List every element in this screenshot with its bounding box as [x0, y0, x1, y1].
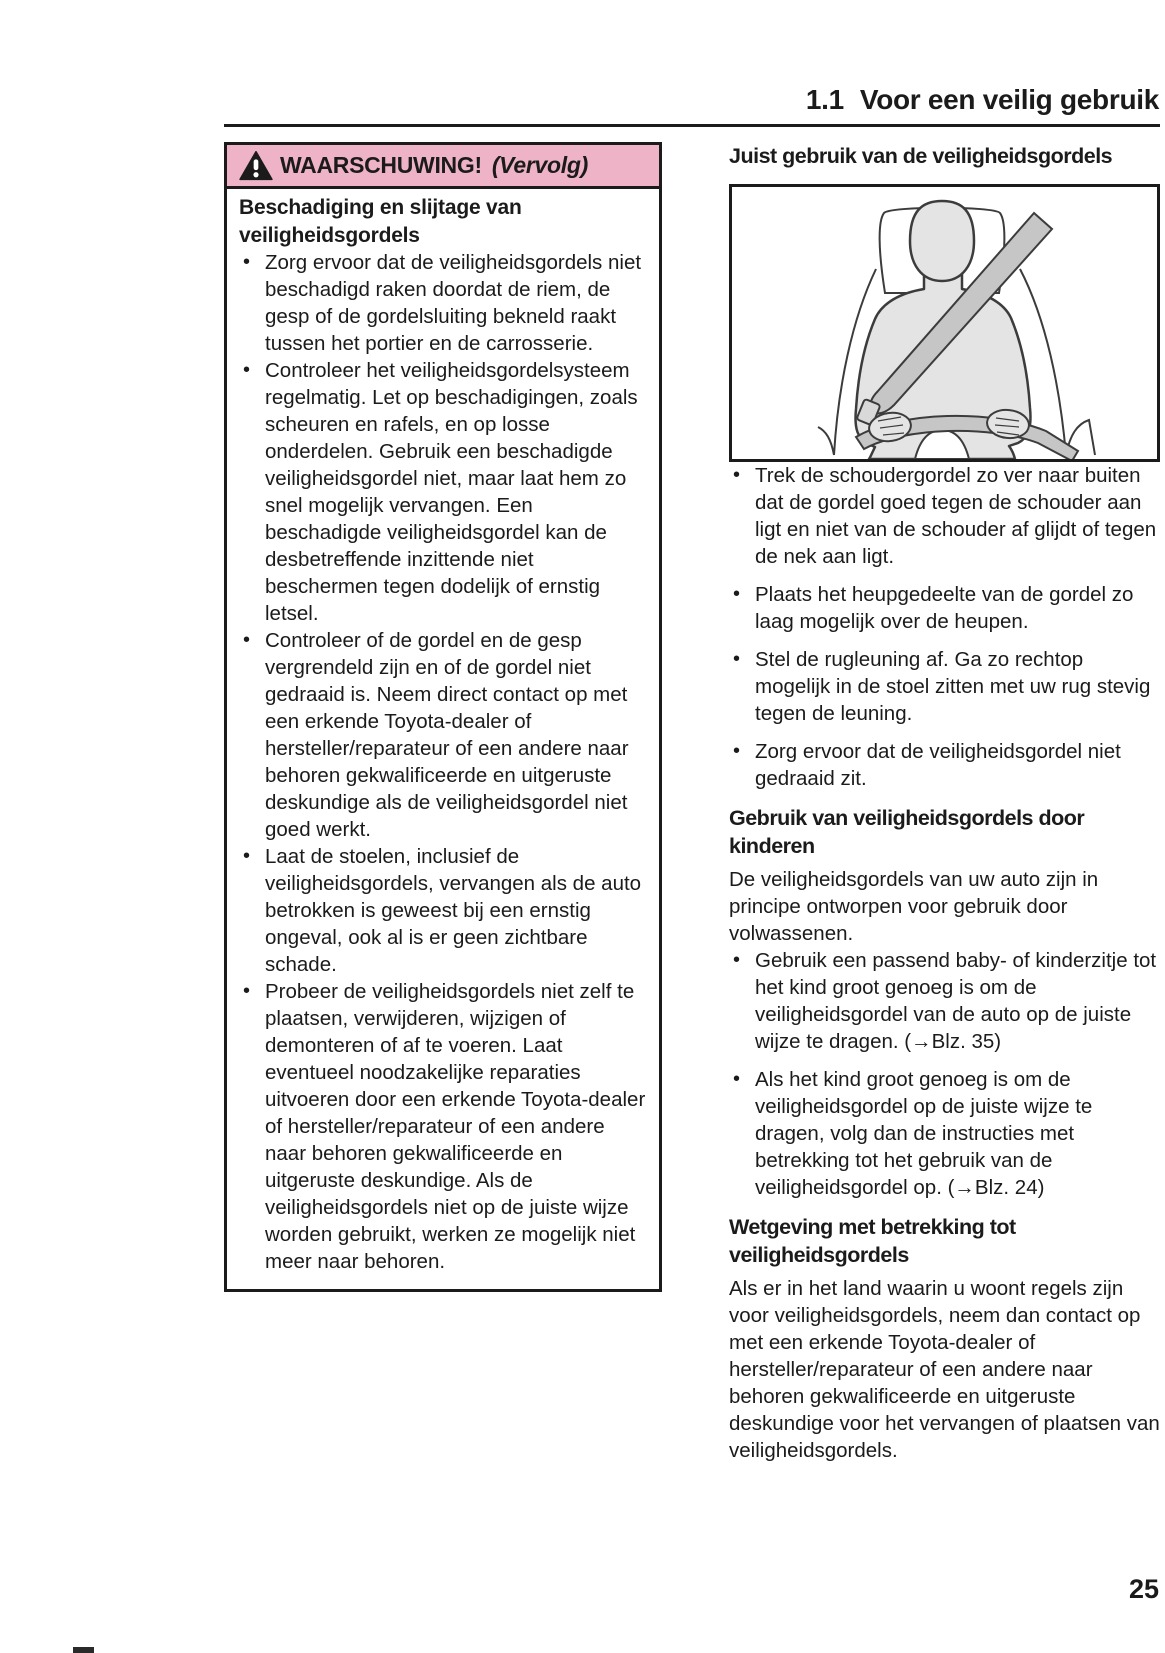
warning-bullet-item: • Zorg ervoor dat de veiligheidsgordels niet beschadigd raken doordat de riem, de gesp of de gordelsluiting bekneld raakt tussen het portier en de carrosserie.: [239, 249, 649, 357]
section-header: [806, 84, 1159, 116]
correct-use-bullet-item: • Plaats het heupgedeelte van de gordel zo laag mogelijk over de heupen.: [729, 581, 1160, 635]
right-column: [729, 142, 1160, 1464]
children-bullet-list: [729, 947, 1160, 1201]
correct-use-bullet-list: [729, 462, 1160, 792]
correct-use-bullet-item: • Zorg ervoor dat de veiligheidsgordel niet gedraaid zit.: [729, 738, 1160, 792]
warning-triangle-icon: [239, 151, 273, 181]
header-divider: [224, 124, 1160, 127]
warning-bullet-item: • Controleer of de gordel en de gesp vergrendeld zijn en of de gordel niet gedraaid is. Neem direct contact op met een erkende Toyota-dealer of hersteller/reparateur of een andere naar behoren gekwalificeerde en uitgeruste deskundige als de veiligheidsgordel niet goed werkt.: [239, 627, 649, 843]
seatbelt-illustration: [729, 184, 1160, 462]
heading-correct-use: Juist gebruik van de veiligheidsgordels: [729, 144, 1113, 168]
warning-bullet-list: [239, 249, 649, 1275]
warning-bullet-item: • Probeer de veiligheidsgordels niet zelf te plaatsen, verwijderen, wijzigen of demonteren of af te voeren. Laat eventueel noodzakelijke reparaties uitvoeren door een erkende Toyota-dealer of hersteller/reparateur of een andere naar behoren gekwalificeerde en uitgeruste deskundige. Als de veiligheidsgordels niet op de juiste wijze worden gebruikt, werken ze mogelijk niet meer naar behoren.: [239, 978, 649, 1275]
warning-title: WAARSCHUWING!: [280, 152, 482, 178]
warning-bullet-item: • Controleer het veiligheidsgordelsysteem regelmatig. Let op beschadigingen, zoals scheuren en rafels, en op losse onderdelen. Gebruik een beschadigde veiligheidsgordel niet, maar laat hem zo snel mogelijk vervangen. Een beschadigde veiligheidsgordel kan de desbetreffende inzittende niet beschermen tegen dodelijk of ernstig letsel.: [239, 357, 649, 627]
correct-use-bullet-item: • Trek de schoudergordel zo ver naar buiten dat de gordel goed tegen de schouder aan ligt en niet van de schouder af glijdt of tegen de nek aan ligt.: [729, 462, 1160, 570]
legislation-paragraph: Als er in het land waarin u woont regels zijn voor veiligheidsgordels, neem dan contact op met een erkende Toyota-dealer of hersteller/reparateur of een andere naar behoren gekwalificeerde en uitgeruste deskundige voor het vervangen of plaatsen van veiligheidsgordels.: [729, 1277, 1160, 1462]
heading-children-use: Gebruik van veiligheidsgordels door kinderen: [729, 806, 1085, 858]
heading-legislation: Wetgeving met betrekking tot veiligheidsgordels: [729, 1215, 1016, 1267]
warning-box-header: [227, 145, 659, 189]
warning-bullet-item: • Laat de stoelen, inclusief de veiligheidsgordels, vervangen als de auto betrokken is geweest bij een ernstig ongeval, ook al is er geen zichtbare schade.: [239, 843, 649, 978]
warning-continuation-label: (Vervolg): [491, 152, 588, 178]
section-number: 1.1: [805, 84, 844, 115]
binding-mark: [73, 1647, 94, 1653]
warning-subheading: Beschadiging en slijtage van veiligheidsgordels: [239, 196, 522, 247]
warning-box-body: [227, 189, 659, 1289]
warning-box: [224, 142, 662, 1292]
left-column: [224, 142, 662, 1292]
page-number: 25: [1128, 1574, 1159, 1604]
children-intro-paragraph: De veiligheidsgordels van uw auto zijn in principe ontworpen voor gebruik door volwassenen.: [729, 868, 1099, 945]
children-bullet-item: • Als het kind groot genoeg is om de veiligheidsgordel op de juiste wijze te dragen, volg dan de instructies met betrekking tot het gebruik van de veiligheidsgordel op. (→Blz. 24): [729, 1066, 1160, 1201]
section-title: Voor een veilig gebruik: [859, 84, 1159, 115]
correct-use-bullet-item: • Stel de rugleuning af. Ga zo rechtop mogelijk in de stoel zitten met uw rug stevig tegen de leuning.: [729, 646, 1160, 727]
children-bullet-item: • Gebruik een passend baby- of kinderzitje tot het kind groot genoeg is om de veiligheidsgordel van de auto op de juiste wijze te dragen. (→Blz. 35): [729, 947, 1160, 1055]
seatbelt-correct-use-drawing: [732, 187, 1157, 459]
